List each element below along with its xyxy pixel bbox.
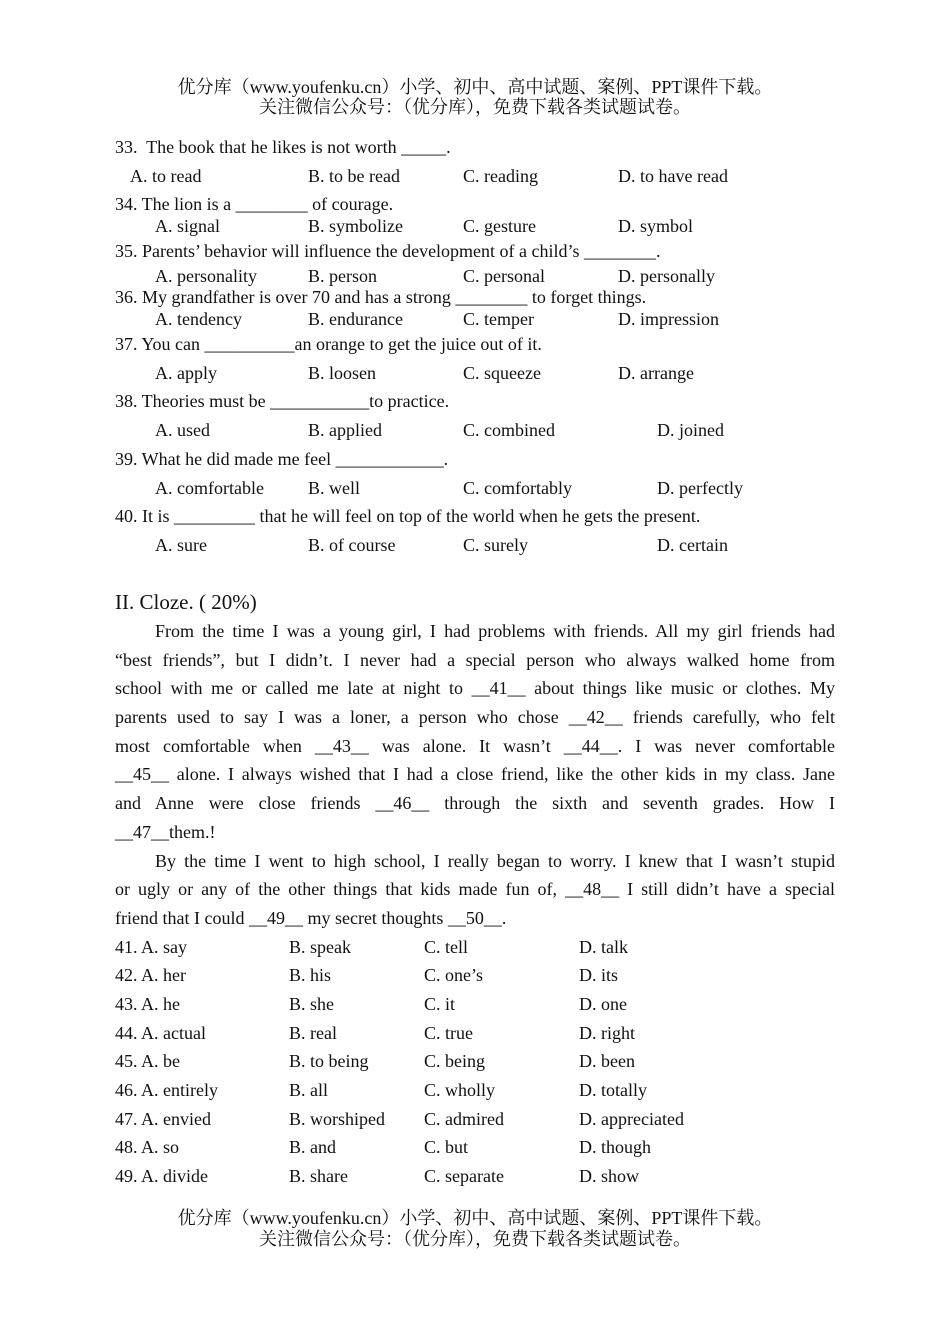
- option-a-text: A. actual: [141, 1022, 206, 1043]
- option-a: A. personality: [155, 266, 257, 286]
- question-39-options: [0, 477, 950, 499]
- option-a: A. used: [155, 420, 210, 440]
- option-c: C. wholly: [424, 1080, 496, 1100]
- item-number: 41.: [115, 936, 138, 957]
- option-b: B. to be read: [308, 166, 400, 186]
- option-d: D. symbol: [618, 216, 694, 236]
- option-d: D. arrange: [618, 363, 694, 383]
- option-a: A. apply: [155, 363, 217, 383]
- option-d: D. perfectly: [657, 478, 743, 498]
- cloze-options-list: [115, 933, 835, 1191]
- option-b: B. loosen: [308, 363, 377, 383]
- cloze-item-49: [115, 1162, 835, 1191]
- option-a: [115, 961, 186, 990]
- option-b: B. all: [289, 1080, 328, 1100]
- option-b: B. endurance: [308, 309, 403, 329]
- item-number: 49.: [115, 1166, 138, 1187]
- option-a: [115, 1076, 218, 1105]
- paragraph-line: school with me or called me late at night to __41__ about things like music or clothes. My: [115, 678, 835, 699]
- item-number: 42.: [115, 965, 138, 986]
- paragraph-line: “best friends”, but I didn’t. I never had a special person who always walked home from: [115, 649, 835, 670]
- item-number: 46.: [115, 1080, 138, 1100]
- option-a: [115, 1019, 206, 1048]
- footer-line-1: 优分库（www.youfenku.cn）小学、初中、高中试题、案例、PPT课件下载。: [177, 1208, 773, 1228]
- option-c: C. tell: [424, 936, 468, 957]
- option-c: C. true: [424, 1022, 473, 1043]
- option-d: D. to have read: [618, 166, 728, 186]
- option-d: D. impression: [618, 309, 719, 329]
- option-d: D. its: [579, 965, 619, 986]
- option-c: C. one’s: [424, 965, 484, 986]
- option-b: B. his: [289, 965, 332, 986]
- cloze-item-44: [115, 1019, 835, 1048]
- option-a: A. comfortable: [155, 478, 264, 498]
- option-a-text: A. entirely: [141, 1080, 218, 1100]
- question-34-stem: 34. The lion is a ________ of courage.: [115, 194, 394, 214]
- cloze-item-46: [115, 1076, 835, 1105]
- option-d: D. appreciated: [579, 1108, 684, 1129]
- option-c: C. gesture: [463, 216, 536, 236]
- cloze-body: [115, 617, 835, 1191]
- option-a: A. signal: [155, 216, 220, 236]
- option-b: B. worshiped: [289, 1108, 385, 1129]
- question-33-stem: 33. The book that he likes is not worth _____.: [115, 137, 451, 157]
- item-number: 48.: [115, 1137, 138, 1158]
- option-c: C. admired: [424, 1108, 504, 1129]
- option-b: B. well: [308, 478, 360, 498]
- item-number: 44.: [115, 1022, 138, 1043]
- option-a-text: A. envied: [141, 1108, 211, 1129]
- paragraph-line: or ugly or any of the other things that kids made fun of, __48__ I still didn’t have a special: [115, 879, 835, 900]
- option-b: B. of course: [308, 535, 396, 555]
- header-line-2: 关注微信公众号：（优分库），免费下载各类试题试卷。: [259, 97, 691, 117]
- footer-line-2: 关注微信公众号：（优分库），免费下载各类试题试卷。: [259, 1229, 691, 1249]
- option-d: D. personally: [618, 266, 715, 286]
- question-33-options: [0, 165, 950, 187]
- option-c: C. squeeze: [463, 363, 541, 383]
- option-a: [115, 933, 187, 962]
- cloze-paragraph-1: [115, 617, 835, 847]
- option-d: D. certain: [657, 535, 728, 555]
- question-38-stem: 38. Theories must be ___________to practice.: [115, 391, 450, 411]
- question-35-options: [0, 265, 950, 287]
- paragraph-line: friend that I could __49__ my secret thoughts __50__.: [115, 907, 507, 928]
- option-c: C. surely: [463, 535, 528, 555]
- option-a-text: A. he: [141, 993, 181, 1014]
- option-a: [115, 1162, 208, 1191]
- option-b: B. speak: [289, 936, 351, 957]
- option-b: B. and: [289, 1137, 336, 1158]
- question-34-options: [0, 215, 950, 237]
- option-b: B. symbolize: [308, 216, 403, 236]
- option-d: D. show: [579, 1166, 640, 1187]
- cloze-item-42: [115, 961, 835, 990]
- option-c: C. combined: [463, 420, 555, 440]
- paragraph-line: __45__ alone. I always wished that I had a close friend, like the other kids in my class. Jane: [115, 764, 835, 785]
- option-d: D. talk: [579, 936, 628, 957]
- question-36-stem: 36. My grandfather is over 70 and has a strong ________ to forget things.: [115, 287, 647, 307]
- item-number: 45.: [115, 1051, 138, 1072]
- question-38-options: [0, 419, 950, 441]
- paragraph-line: parents used to say I was a loner, a person who chose __42__ friends carefully, who felt: [115, 707, 835, 728]
- question-40-stem: 40. It is _________ that he will feel on top of the world when he gets the present.: [115, 506, 701, 526]
- option-b: B. share: [289, 1166, 348, 1187]
- option-c: C. it: [424, 993, 456, 1014]
- option-b: B. to being: [289, 1051, 369, 1072]
- option-a-text: A. say: [141, 936, 188, 957]
- item-number: 43.: [115, 993, 138, 1014]
- option-a: [115, 990, 180, 1019]
- question-35-stem: 35. Parents’ behavior will influence the development of a child’s ________.: [115, 241, 661, 261]
- option-a-text: A. her: [141, 965, 186, 986]
- option-d: D. been: [579, 1051, 635, 1072]
- option-a: A. tendency: [155, 309, 242, 329]
- cloze-item-43: [115, 990, 835, 1019]
- option-b: B. person: [308, 266, 377, 286]
- option-a: [115, 1105, 211, 1134]
- paragraph-line: and Anne were close friends __46__ through the sixth and seventh grades. How I: [115, 793, 835, 814]
- option-c: C. being: [424, 1051, 485, 1072]
- paragraph-line: From the time I was a young girl, I had problems with friends. All my girl friends had: [155, 621, 835, 641]
- cloze-item-45: [115, 1047, 835, 1076]
- paragraph-line: __47__them.!: [115, 821, 216, 842]
- option-b: B. real: [289, 1022, 337, 1043]
- option-a-text: A. so: [141, 1137, 180, 1158]
- option-a: [115, 1047, 180, 1076]
- option-c: C. temper: [463, 309, 534, 329]
- option-a-text: A. be: [141, 1051, 181, 1072]
- option-a: A. sure: [155, 535, 207, 555]
- header-line-1: 优分库（www.youfenku.cn）小学、初中、高中试题、案例、PPT课件下载。: [177, 77, 773, 97]
- question-39-stem: 39. What he did made me feel ____________.: [115, 449, 449, 469]
- option-d: D. joined: [657, 420, 724, 440]
- option-b: B. she: [289, 993, 334, 1014]
- option-c: C. but: [424, 1137, 469, 1158]
- cloze-item-41: [115, 933, 835, 962]
- option-b: B. applied: [308, 420, 382, 440]
- cloze-item-47: [115, 1105, 835, 1134]
- paragraph-line: most comfortable when __43__ was alone. It wasn’t __44__. I was never comfortable: [115, 735, 835, 756]
- option-c: C. separate: [424, 1166, 504, 1187]
- question-36-options: [0, 308, 950, 330]
- option-d: D. one: [579, 993, 627, 1014]
- paragraph-line: By the time I went to high school, I really began to worry. I knew that I wasn’t stupid: [155, 850, 835, 871]
- option-d: D. totally: [579, 1080, 647, 1100]
- question-40-options: [0, 534, 950, 556]
- option-a: A. to read: [130, 166, 202, 186]
- option-c: C. comfortably: [463, 478, 572, 498]
- section-heading-cloze: II. Cloze. ( 20%): [115, 590, 257, 614]
- option-c: C. personal: [463, 266, 545, 286]
- option-a: [115, 1133, 179, 1162]
- cloze-item-48: [115, 1133, 835, 1162]
- cloze-paragraph-2: [115, 847, 835, 933]
- option-d: D. though: [579, 1137, 651, 1158]
- question-37-options: [0, 362, 950, 384]
- question-37-stem: 37. You can __________an orange to get the juice out of it.: [115, 334, 542, 354]
- option-d: D. right: [579, 1022, 635, 1043]
- option-c: C. reading: [463, 166, 538, 186]
- option-a-text: A. divide: [141, 1166, 209, 1187]
- item-number: 47.: [115, 1108, 138, 1129]
